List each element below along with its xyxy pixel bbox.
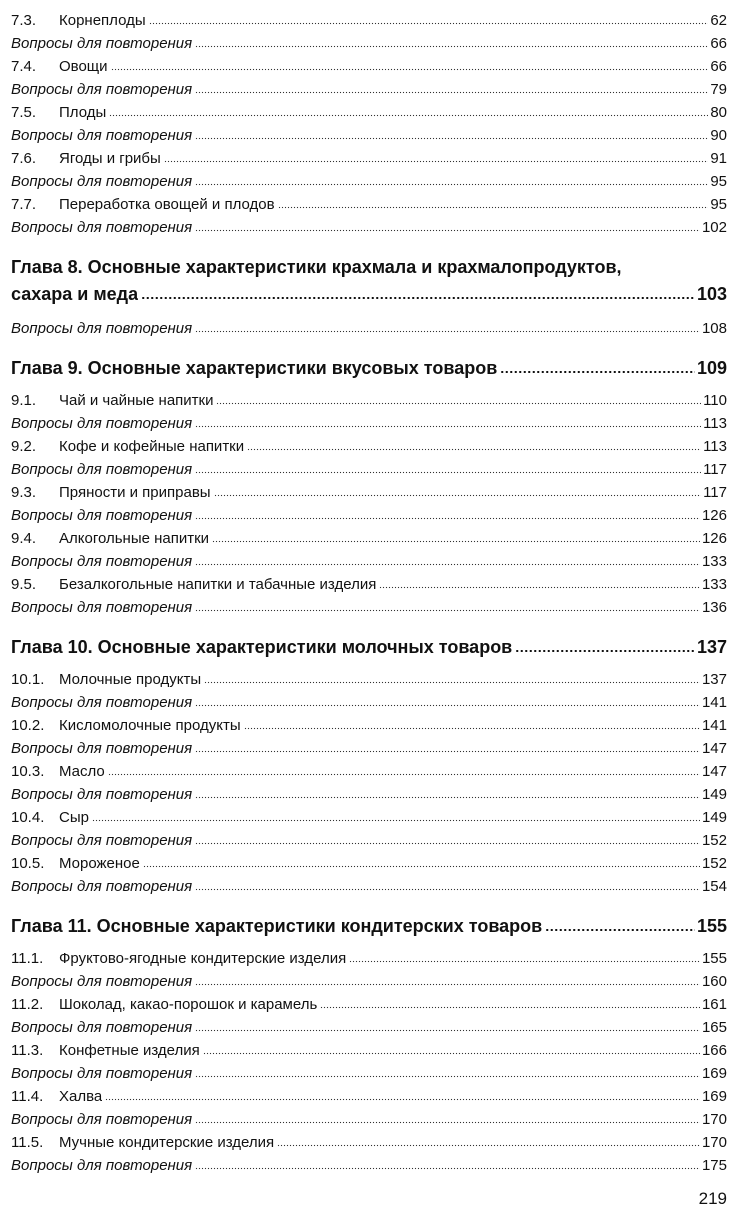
toc-entry-10-2[interactable]: 10.2. Кисломолочные продукты 141 xyxy=(11,717,727,734)
leader-dots xyxy=(349,960,700,963)
leader-dots xyxy=(195,425,701,428)
toc-review-entry[interactable]: Вопросы для повторения 79 xyxy=(11,81,727,98)
leader-dots xyxy=(143,865,700,868)
leader-dots xyxy=(108,773,700,776)
chapter-7-items xyxy=(11,9,727,239)
page-number: 219 xyxy=(698,1189,727,1208)
leader-dots xyxy=(195,517,700,520)
toc-review-entry[interactable]: Вопросы для повторения 152 xyxy=(11,832,727,849)
toc-entry-7-7[interactable]: 7.7. Переработка овощей и плодов 95 xyxy=(11,196,727,213)
toc-review-entry[interactable]: Вопросы для повторения 113 xyxy=(11,415,727,432)
leader-dots xyxy=(244,727,700,730)
leader-dots xyxy=(195,704,700,707)
leader-dots xyxy=(195,45,708,48)
toc-review-entry[interactable]: Вопросы для повторения 149 xyxy=(11,786,727,803)
chapter-8-title[interactable]: Глава 8. Основные характеристики крахмала и крахмалопродуктов, xyxy=(11,257,622,277)
toc-review-entry[interactable]: Вопросы для повторения 133 xyxy=(11,553,727,570)
toc-entry-10-1[interactable]: 10.1. Молочные продукты 137 xyxy=(11,671,727,688)
toc-entry-11-1[interactable]: 11.1. Фруктово-ягодные кондитерские изделия 155 xyxy=(11,950,727,967)
leader-dots xyxy=(379,586,700,589)
leader-dots xyxy=(277,1144,700,1147)
toc-review-entry[interactable]: Вопросы для повторения 95 xyxy=(11,173,727,190)
toc-review-entry[interactable]: Вопросы для повторения 117 xyxy=(11,461,727,478)
toc-entry-9-2[interactable]: 9.2. Кофе и кофейные напитки 113 xyxy=(11,438,727,455)
leader-dots xyxy=(195,91,708,94)
leader-dots xyxy=(195,888,700,891)
leader-dots xyxy=(195,471,701,474)
leader-dots xyxy=(195,1167,700,1170)
leader-dots xyxy=(141,296,695,300)
leader-dots xyxy=(195,330,700,333)
toc-review-entry[interactable]: Вопросы для повторения 102 xyxy=(11,219,727,236)
toc-review-entry[interactable]: Вопросы для повторения 175 xyxy=(11,1157,727,1174)
leader-dots xyxy=(545,928,695,932)
toc-review-entry[interactable]: Вопросы для повторения 141 xyxy=(11,694,727,711)
leader-dots xyxy=(212,540,700,543)
chapter-9 xyxy=(11,355,727,619)
toc-entry-9-5[interactable]: 9.5. Безалкогольные напитки и табачные изделия 133 xyxy=(11,576,727,593)
toc-review-entry[interactable]: Вопросы для повторения 170 xyxy=(11,1111,727,1128)
toc-entry-9-1[interactable]: 9.1. Чай и чайные напитки 110 xyxy=(11,392,727,409)
leader-dots xyxy=(320,1006,700,1009)
toc-review-entry[interactable]: Вопросы для повторения 136 xyxy=(11,599,727,616)
leader-dots xyxy=(195,1075,700,1078)
chapter-10 xyxy=(11,634,727,898)
toc-review-entry[interactable]: Вопросы для повторения 165 xyxy=(11,1019,727,1036)
toc-entry-11-4[interactable]: 11.4. Халва 169 xyxy=(11,1088,727,1105)
leader-dots xyxy=(214,494,702,497)
chapter-10-title[interactable]: Глава 10. Основные характеристики молочных товаров 137 xyxy=(11,637,727,657)
toc-review-entry[interactable]: Вопросы для повторения 154 xyxy=(11,878,727,895)
toc-review-entry[interactable]: Вопросы для повторения 108 xyxy=(11,320,727,337)
leader-dots xyxy=(195,796,700,799)
leader-dots xyxy=(195,1121,700,1124)
leader-dots xyxy=(149,22,709,25)
toc-entry-7-4[interactable]: 7.4. Овощи 66 xyxy=(11,58,727,75)
chapter-9-title[interactable]: Глава 9. Основные характеристики вкусовых товаров 109 xyxy=(11,358,727,378)
leader-dots xyxy=(195,229,700,232)
leader-dots xyxy=(195,750,700,753)
leader-dots xyxy=(195,609,700,612)
toc-entry-11-5[interactable]: 11.5. Мучные кондитерские изделия 170 xyxy=(11,1134,727,1151)
leader-dots xyxy=(195,563,700,566)
leader-dots xyxy=(109,114,708,117)
toc-entry-10-5[interactable]: 10.5. Мороженое 152 xyxy=(11,855,727,872)
toc-review-entry[interactable]: Вопросы для повторения 160 xyxy=(11,973,727,990)
leader-dots xyxy=(195,983,700,986)
leader-dots xyxy=(111,68,709,71)
chapter-8 xyxy=(11,254,727,340)
toc-review-entry[interactable]: Вопросы для повторения 90 xyxy=(11,127,727,144)
toc-review-entry[interactable]: Вопросы для повторения 147 xyxy=(11,740,727,757)
leader-dots xyxy=(515,649,695,653)
leader-dots xyxy=(278,206,709,209)
leader-dots xyxy=(195,183,708,186)
toc-entry-11-2[interactable]: 11.2. Шоколад, какао-порошок и карамель 161 xyxy=(11,996,727,1013)
leader-dots xyxy=(105,1098,700,1101)
leader-dots xyxy=(500,370,695,374)
leader-dots xyxy=(195,137,708,140)
toc-entry-7-5[interactable]: 7.5. Плоды 80 xyxy=(11,104,727,121)
toc-entry-9-4[interactable]: 9.4. Алкогольные напитки 126 xyxy=(11,530,727,547)
toc-entry-10-3[interactable]: 10.3. Масло 147 xyxy=(11,763,727,780)
leader-dots xyxy=(204,681,700,684)
leader-dots xyxy=(247,448,701,451)
chapter-11 xyxy=(11,913,727,1177)
leader-dots xyxy=(203,1052,700,1055)
toc-review-entry[interactable]: Вопросы для повторения 169 xyxy=(11,1065,727,1082)
leader-dots xyxy=(216,402,701,405)
chapter-11-title[interactable]: Глава 11. Основные характеристики кондитерских товаров 155 xyxy=(11,916,727,936)
leader-dots xyxy=(195,842,700,845)
toc-entry-7-3[interactable]: 7.3. Корнеплоды 62 xyxy=(11,12,727,29)
toc-entry-11-3[interactable]: 11.3. Конфетные изделия 166 xyxy=(11,1042,727,1059)
leader-dots xyxy=(164,160,709,163)
toc-entry-7-6[interactable]: 7.6. Ягоды и грибы 91 xyxy=(11,150,727,167)
leader-dots xyxy=(195,1029,700,1032)
toc-entry-10-4[interactable]: 10.4. Сыр 149 xyxy=(11,809,727,826)
toc-entry-9-3[interactable]: 9.3. Пряности и приправы 117 xyxy=(11,484,727,501)
table-of-contents xyxy=(11,9,727,1177)
leader-dots xyxy=(92,819,700,822)
chapter-8-title-cont[interactable]: сахара и меда 103 xyxy=(11,284,727,304)
toc-review-entry[interactable]: Вопросы для повторения 66 xyxy=(11,35,727,52)
toc-review-entry[interactable]: Вопросы для повторения 126 xyxy=(11,507,727,524)
